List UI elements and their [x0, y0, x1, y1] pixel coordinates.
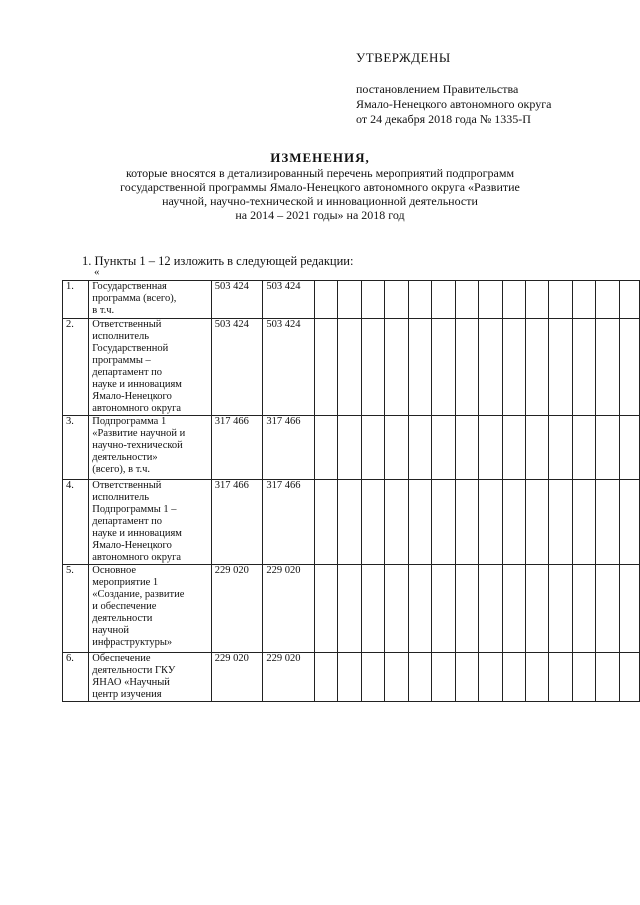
approval-line: Ямало-Ненецкого автономного округа [356, 97, 552, 111]
empty-cell [432, 480, 455, 565]
empty-cell [314, 281, 337, 319]
empty-cell [479, 416, 502, 480]
empty-cell [525, 281, 548, 319]
empty-cell [432, 653, 455, 702]
empty-cell [385, 480, 408, 565]
empty-cell [619, 281, 639, 319]
empty-cell [502, 653, 525, 702]
row-name-line: и обеспечение [92, 601, 157, 612]
empty-cell [314, 319, 337, 416]
row-number: 6. [63, 653, 89, 702]
empty-cell [502, 281, 525, 319]
opening-quote: « [94, 266, 100, 278]
empty-cell [432, 565, 455, 653]
table-row [63, 653, 640, 702]
row-name-line: программы – [92, 355, 151, 366]
row-name-line: инфраструктуры» [92, 637, 173, 648]
empty-cell [572, 281, 595, 319]
row-name-line: Обеспечение [92, 653, 151, 664]
empty-cell [338, 565, 361, 653]
subtitle-line: которые вносятся в детализированный перечень мероприятий подпрограмм [125, 166, 515, 180]
approval-line: от 24 декабря 2018 года № 1335-П [356, 112, 531, 126]
row-name [89, 281, 212, 319]
row-value: 317 466 [263, 480, 315, 565]
empty-cell [502, 480, 525, 565]
empty-cell [361, 565, 384, 653]
empty-cell [455, 416, 478, 480]
empty-cell [502, 319, 525, 416]
empty-cell [549, 653, 572, 702]
empty-cell [432, 281, 455, 319]
row-name-line: исполнитель [92, 331, 150, 342]
empty-cell [455, 281, 478, 319]
empty-cell [479, 319, 502, 416]
row-name-line: центр изучения [92, 689, 162, 700]
empty-cell [596, 480, 619, 565]
empty-cell [596, 319, 619, 416]
empty-cell [549, 416, 572, 480]
empty-cell [408, 480, 431, 565]
row-name-line: Ответственный [92, 319, 162, 330]
row-name-line: программа (всего), [92, 293, 177, 304]
row-number: 2. [63, 319, 89, 416]
empty-cell [549, 281, 572, 319]
empty-cell [479, 565, 502, 653]
approval-line: постановлением Правительства [356, 82, 519, 96]
row-value: 229 020 [263, 653, 315, 702]
row-number: 1. [63, 281, 89, 319]
row-name-line: департамент по [92, 516, 163, 527]
row-name-line: автономного округа [92, 403, 182, 414]
empty-cell [572, 416, 595, 480]
row-name-line: деятельности ГКУ [92, 665, 176, 676]
empty-cell [619, 416, 639, 480]
row-value: 503 424 [263, 319, 315, 416]
empty-cell [479, 653, 502, 702]
empty-cell [314, 480, 337, 565]
empty-cell [361, 319, 384, 416]
empty-cell [455, 565, 478, 653]
empty-cell [596, 416, 619, 480]
table-row [63, 565, 640, 653]
row-value: 503 424 [211, 281, 263, 319]
row-name-line: Ямало-Ненецкого [92, 391, 172, 402]
empty-cell [338, 319, 361, 416]
table-row [63, 319, 640, 416]
subtitle-line: научной, научно-технической и инновационной деятельности [162, 194, 478, 208]
row-name-line: деятельности» [92, 452, 158, 463]
empty-cell [572, 653, 595, 702]
empty-cell [361, 653, 384, 702]
empty-cell [596, 653, 619, 702]
empty-cell [338, 480, 361, 565]
empty-cell [572, 319, 595, 416]
empty-cell [525, 480, 548, 565]
empty-cell [572, 480, 595, 565]
approval-stamp: УТВЕРЖДЕНЫ [356, 50, 451, 65]
empty-cell [361, 281, 384, 319]
row-value: 317 466 [211, 416, 263, 480]
row-name-line: в т.ч. [92, 305, 115, 316]
row-number: 5. [63, 565, 89, 653]
empty-cell [338, 416, 361, 480]
table-row [63, 281, 640, 319]
row-value: 229 020 [263, 565, 315, 653]
empty-cell [408, 653, 431, 702]
approval-details [356, 82, 551, 127]
empty-cell [619, 319, 639, 416]
row-value: 503 424 [263, 281, 315, 319]
empty-cell [385, 653, 408, 702]
empty-cell [361, 480, 384, 565]
empty-cell [385, 281, 408, 319]
empty-cell [314, 416, 337, 480]
empty-cell [314, 653, 337, 702]
empty-cell [455, 319, 478, 416]
row-name [89, 319, 212, 416]
empty-cell [432, 416, 455, 480]
empty-cell [408, 319, 431, 416]
measures-table [62, 280, 640, 702]
row-name-line: Подпрограммы 1 – [92, 504, 177, 515]
subtitle-line: государственной программы Ямало-Ненецкого автономного округа «Развитие [120, 180, 520, 194]
row-name [89, 480, 212, 565]
row-name-line: департамент по [92, 367, 163, 378]
empty-cell [385, 565, 408, 653]
row-value: 503 424 [211, 319, 263, 416]
row-value: 317 466 [211, 480, 263, 565]
empty-cell [455, 653, 478, 702]
row-number: 4. [63, 480, 89, 565]
row-name-line: (всего), в т.ч. [92, 464, 151, 475]
empty-cell [619, 480, 639, 565]
empty-cell [361, 416, 384, 480]
empty-cell [479, 480, 502, 565]
empty-cell [619, 653, 639, 702]
row-name-line: научной [92, 625, 130, 636]
row-name-line: Ямало-Ненецкого [92, 540, 172, 551]
empty-cell [619, 565, 639, 653]
row-name-line: деятельности [92, 613, 153, 624]
empty-cell [385, 319, 408, 416]
empty-cell [549, 565, 572, 653]
row-name-line: Основное [92, 565, 136, 576]
row-name-line: науке и инновациям [92, 379, 182, 390]
table-row [63, 480, 640, 565]
table-row [63, 416, 640, 480]
empty-cell [596, 281, 619, 319]
document-title: ИЗМЕНЕНИЯ, [270, 150, 370, 165]
empty-cell [525, 565, 548, 653]
row-name-line: науке и инновациям [92, 528, 182, 539]
empty-cell [549, 480, 572, 565]
row-name [89, 653, 212, 702]
row-name-line: мероприятие 1 [92, 577, 159, 588]
row-name-line: ЯНАО «Научный [92, 677, 170, 688]
row-value: 317 466 [263, 416, 315, 480]
amendment-instruction: 1. Пункты 1 – 12 изложить в следующей редакции: [82, 254, 354, 268]
empty-cell [525, 653, 548, 702]
row-value: 229 020 [211, 653, 263, 702]
document-subtitle [90, 166, 550, 222]
row-name-line: «Создание, развитие [92, 589, 185, 600]
empty-cell [525, 319, 548, 416]
empty-cell [385, 416, 408, 480]
empty-cell [314, 565, 337, 653]
empty-cell [455, 480, 478, 565]
row-number: 3. [63, 416, 89, 480]
row-name [89, 416, 212, 480]
empty-cell [502, 416, 525, 480]
row-name-line: Государственной [92, 343, 169, 354]
row-name-line: исполнитель [92, 492, 150, 503]
empty-cell [432, 319, 455, 416]
empty-cell [596, 565, 619, 653]
row-name-line: Ответственный [92, 480, 162, 491]
row-name-line: «Развитие научной и [92, 428, 186, 439]
row-name [89, 565, 212, 653]
row-value: 229 020 [211, 565, 263, 653]
row-name-line: Подпрограмма 1 [92, 416, 167, 427]
row-name-line: научно-технической [92, 440, 183, 451]
empty-cell [572, 565, 595, 653]
empty-cell [408, 281, 431, 319]
empty-cell [338, 281, 361, 319]
subtitle-line: на 2014 – 2021 годы» на 2018 год [235, 208, 405, 222]
empty-cell [479, 281, 502, 319]
row-name-line: автономного округа [92, 552, 182, 563]
empty-cell [525, 416, 548, 480]
empty-cell [408, 416, 431, 480]
row-name-line: Государственная [92, 281, 167, 292]
empty-cell [338, 653, 361, 702]
empty-cell [408, 565, 431, 653]
empty-cell [502, 565, 525, 653]
empty-cell [549, 319, 572, 416]
